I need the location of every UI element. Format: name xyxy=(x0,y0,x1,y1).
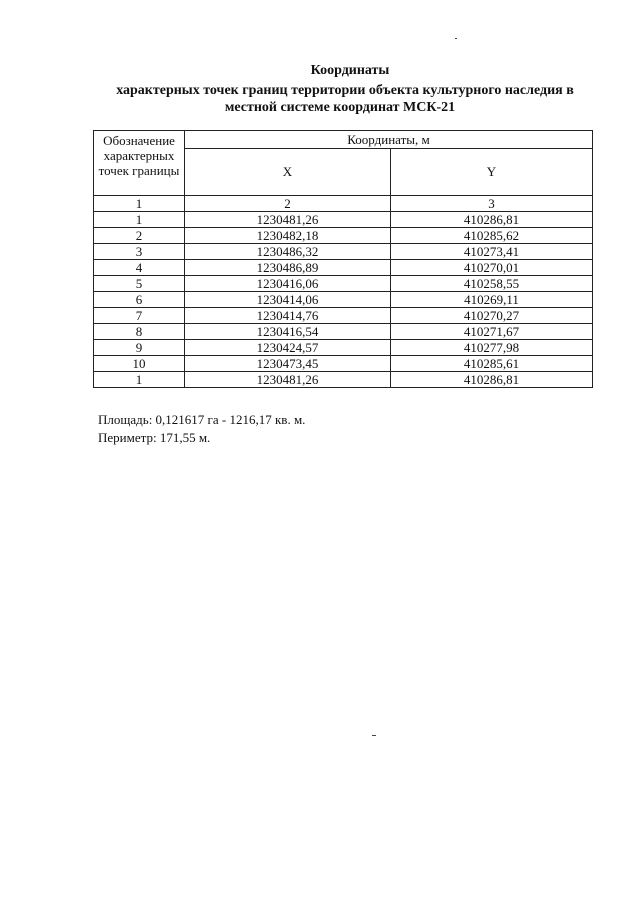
table-row xyxy=(94,324,593,340)
point-number-cell: 9 xyxy=(94,340,185,356)
perimeter-text: Периметр: 171,55 м. xyxy=(98,430,211,445)
point-number-cell: 5 xyxy=(94,276,185,292)
x-coordinate-cell: 1230482,18 xyxy=(185,228,391,244)
header-x: X xyxy=(185,148,391,195)
y-coordinate-cell: 410273,41 xyxy=(391,244,593,260)
x-coordinate-cell: 1230424,57 xyxy=(185,340,391,356)
document-title: Координаты xyxy=(310,63,390,78)
y-coordinate-cell: 410286,81 xyxy=(391,372,593,388)
y-coordinate-cell: 410270,27 xyxy=(391,308,593,324)
point-number-cell: 10 xyxy=(94,356,185,372)
y-coordinate-cell: 410269,11 xyxy=(391,292,593,308)
point-number-cell: 1 xyxy=(94,372,185,388)
column-number: 1 xyxy=(94,196,185,212)
y-coordinate-cell: 410277,98 xyxy=(391,340,593,356)
document-subtitle-line-2: местной системе координат МСК-21 xyxy=(224,100,456,115)
area-text: Площадь: 0,121617 га - 1216,17 кв. м. xyxy=(98,412,306,427)
x-coordinate-cell: 1230481,26 xyxy=(185,372,391,388)
y-coordinate-cell: 410271,67 xyxy=(391,324,593,340)
header-coordinates: Координаты, м xyxy=(185,131,593,149)
x-coordinate-cell: 1230481,26 xyxy=(185,212,391,228)
scan-speck xyxy=(455,38,457,39)
x-coordinate-cell: 1230414,06 xyxy=(185,292,391,308)
point-number-cell: 7 xyxy=(94,308,185,324)
table-row xyxy=(94,372,593,388)
table-row xyxy=(94,260,593,276)
point-number-cell: 2 xyxy=(94,228,185,244)
point-number-cell: 6 xyxy=(94,292,185,308)
table-row xyxy=(94,244,593,260)
table-row xyxy=(94,276,593,292)
table-row xyxy=(94,356,593,372)
point-number-cell: 8 xyxy=(94,324,185,340)
y-coordinate-cell: 410286,81 xyxy=(391,212,593,228)
header-y: Y xyxy=(391,148,593,195)
column-number: 2 xyxy=(185,196,391,212)
point-number-cell: 3 xyxy=(94,244,185,260)
table-row xyxy=(94,308,593,324)
x-coordinate-cell: 1230486,32 xyxy=(185,244,391,260)
point-number-cell: 1 xyxy=(94,212,185,228)
header-designation: Обозначение характерных точек границы xyxy=(94,131,185,196)
y-coordinate-cell: 410285,61 xyxy=(391,356,593,372)
y-coordinate-cell: 410258,55 xyxy=(391,276,593,292)
point-number-cell: 4 xyxy=(94,260,185,276)
y-coordinate-cell: 410270,01 xyxy=(391,260,593,276)
x-coordinate-cell: 1230473,45 xyxy=(185,356,391,372)
x-coordinate-cell: 1230486,89 xyxy=(185,260,391,276)
column-number: 3 xyxy=(391,196,593,212)
table-row xyxy=(94,228,593,244)
table-header-row xyxy=(94,131,593,149)
table-row xyxy=(94,212,593,228)
table-row xyxy=(94,292,593,308)
coordinates-table xyxy=(93,130,593,388)
x-coordinate-cell: 1230416,54 xyxy=(185,324,391,340)
column-number-row xyxy=(94,196,593,212)
x-coordinate-cell: 1230414,76 xyxy=(185,308,391,324)
scan-speck xyxy=(372,735,376,736)
document-subtitle-line-1: характерных точек границ территории объекта культурного наследия в xyxy=(116,83,574,98)
y-coordinate-cell: 410285,62 xyxy=(391,228,593,244)
x-coordinate-cell: 1230416,06 xyxy=(185,276,391,292)
table-row xyxy=(94,340,593,356)
